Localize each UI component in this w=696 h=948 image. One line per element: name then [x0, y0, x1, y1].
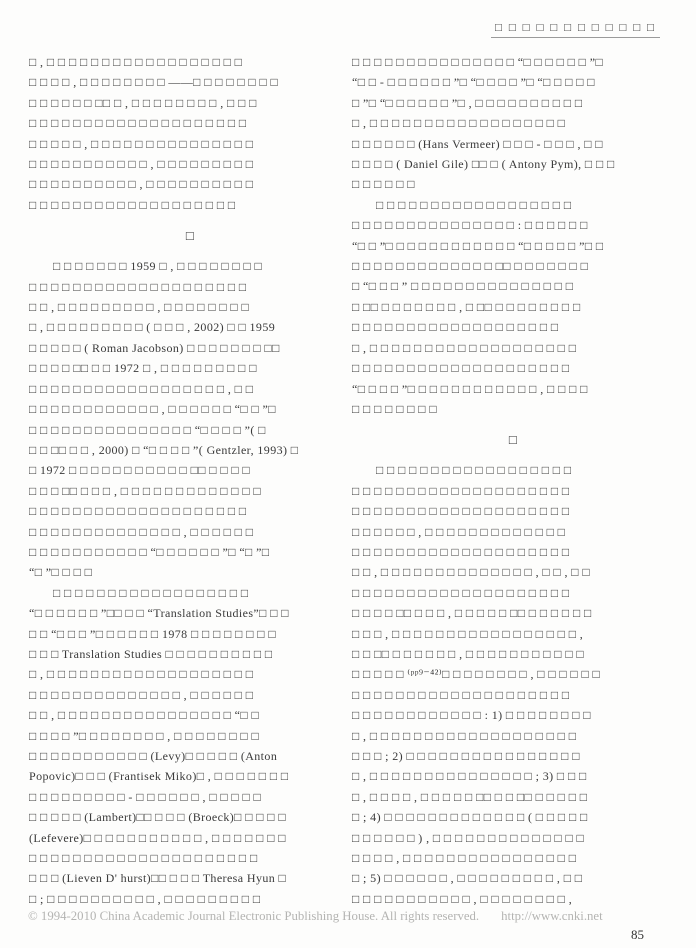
text-line: □ □ □ □ □ □ □ □ □ □ □ □ □ □ □ □ □ □ □ □	[352, 687, 570, 702]
text-line: □ □ □ (Lieven D' hurst)□□ □ □ □ Theresa Hyun □	[29, 871, 287, 886]
left-column	[29, 52, 351, 909]
text-line: □ □ □ □ □ □ □ □ □ □ □ , □ □ □ □ □ □ □ □ □	[29, 157, 254, 172]
text-line: □ □ □ □ □ □ (Hans Vermeer) □ □ □ - □ □ □ , □ □	[352, 136, 603, 151]
text-line: □ ; □ □ □ □ □ □ □ □ □ □ , □ □ □ □ □ □ □ □ □	[29, 891, 261, 906]
page-number: 85	[631, 927, 644, 942]
text-line: □ □ □ □ □ (Lambert)□□ □ □ □ (Broeck)□ □ □ □ □	[29, 810, 287, 825]
text-line: □ □ □ □ □ □ □ □ □ □ □ □ □ □ □ □ □ □ □ □	[29, 279, 247, 294]
text-line: □ □ □ □ □ □ □ □ □ □ □ □ □ □ □ □ □ □ □	[29, 197, 236, 212]
text-line: □ , □ □ □ □ □ □ □ □ □ □ □ □ □ □ □ ; 3) □ □ □	[352, 769, 587, 784]
text-line: □ □ □ □ □ □ □ □ □ □ □ □ □ □ □ □ □ □ □ □	[352, 544, 570, 559]
text-line: □ □ □ □ □ □ □ □ □ □ □ □ □ □ □ □ □ □ □ □	[352, 585, 570, 600]
text-line: □ □ □ □ □ □ □ □ □ □ □ , □ □ □ □ □ □ □ □ ,	[352, 891, 573, 906]
paragraph	[29, 583, 351, 910]
text-line: □ □ □ □ ”□ □ □ □ □ □ □ □ , □ □ □ □ □ □ □ □	[29, 728, 260, 743]
text-line: □ □ □ □ □ □ □ □ □ □ □ □ □ □ , □ □ □ □ □ □	[29, 524, 254, 539]
text-line: □ □ , □ □ □ □ □ □ □ □ □ □ □ □ □ □ □ □ “□ □	[29, 708, 260, 723]
text-line: □ ; 5) □ □ □ □ □ □ , □ □ □ □ □ □ □ □ □ , □ □	[352, 871, 583, 886]
text-line: □ □ □ , □ □ □ □ □ □ □ □ □ □ □ □ □ □ □ □ □ ,	[352, 626, 584, 641]
text-line: □ □ □ □ □ □ □ □ □ □ □ □ □ □ □ “□ □ □ □ ”( □	[29, 422, 266, 437]
text-line: □ □ □ □ , □ □ □ □ □ □ □ □ ——□ □ □ □ □ □ □ □	[29, 75, 279, 90]
text-line: □ □□ □ □ □ □ □ □ □ , □ □□ □ □ □ □ □ □ □ □	[352, 299, 581, 314]
text-line: □ □ □ □ □ ( Roman Jacobson) □ □ □ □ □ □ □ □□	[29, 340, 280, 355]
section-heading-1: □	[185, 227, 195, 243]
text-line: □ ; 4) □ □ □ □ □ □ □ □ □ □ □ □ □ ( □ □ □ □ □	[352, 810, 588, 825]
text-line: □ □ □ □ □ □ □ □ □ □ □ “□ □ □ □ □ □ ”□ “□ ”□	[29, 544, 270, 559]
copyright-text: © 1994-2010 China Academic Journal Electronic Publishing House. All rights reserved.	[28, 909, 480, 923]
paragraph	[352, 195, 674, 419]
text-line: □ □ □ □ □ □ □ □ □ □ □ □ □ □ □ □ □ □ □ □	[29, 504, 247, 519]
text-line: □ □ □ □ □ □ □ □ □ - □ □ □ □ □ □ , □ □ □ □ □	[29, 789, 262, 804]
text-line: □ □ □ □ □ □ □ □ □ □ □ □ □ □ □ □ □ □ □ □	[352, 361, 570, 376]
text-line: □ □ □ □ □ □ □ □ □ □ □ □ : 1) □ □ □ □ □ □ □ □	[352, 708, 591, 723]
text-line: □ □ □ □ □ □ □ □ □ □ □ (Levy)□ □ □ □ □ (Anton	[29, 749, 278, 763]
text-line: □ □ , □ □ □ □ □ □ □ □ □ □ □ □ □ □ , □ □ , □ □	[352, 565, 590, 580]
text-line: “□ □ - □ □ □ □ □ □ ”□ “□ □ □ □ ”□ “□ □ □ □ □	[352, 75, 595, 90]
text-line: □ □ □ □ □ □ □ □ □ □ □ □ □ □□ □ □ □ □ □ □ □	[352, 259, 589, 274]
text-line: □ □ □ □ ( Daniel Gile) □□ □ ( Antony Pym), □ □ □	[352, 157, 615, 172]
text-line: □ □ □ □□ □ □ □ , □ □ □ □ □ □ □ □ □ □ □ □ □	[29, 483, 262, 498]
text-line: □ □ □ ; 2) □ □ □ □ □ □ □ □ □ □ □ □ □ □ □ □	[352, 749, 580, 763]
paragraph	[29, 256, 351, 583]
text-line: □ □ □ □ , □ □ □ □ □ □ □ □ □ □ □ □ □ □ □ □	[352, 851, 577, 866]
text-line: “□ □ □ □ □ □ ”□□ □ □ “Translation Studies”□ □ □	[29, 606, 289, 621]
text-line: □ , □ □ □ □ □ □ □ □ □ □ □ □ □ □ □ □ □ □ □	[29, 667, 254, 682]
text-line: □ □ □ □ □ , □ □ □ □ □ □ □ □ □ □ □ □ □ □ □	[29, 136, 254, 151]
text-line: □ □ □ □ □ □ □ □ □ □ □ □ □ □ □ □ □ □ □ □	[352, 504, 570, 519]
copyright-footer	[28, 909, 678, 924]
text-line: □ □ □ □ □ □ □ □ □ □ □ □ □ □ □ □ □ □	[376, 463, 572, 478]
text-line: □ □ □ □ □ □ □ □ □ □ □ □ □ □ , □ □ □ □ □ □	[29, 687, 254, 702]
text-line: □ □ □ □ □ □ □ □ □ □ □ □ □ □ □ “□ □ □ □ □ □ ”□	[352, 55, 604, 69]
right-column	[352, 52, 674, 909]
running-header: □ □ □ □ □ □ □ □ □ □ □ □	[491, 22, 660, 38]
section-heading-2: □	[508, 431, 518, 447]
text-line: Popovic)□ □ □ (Frantisek Miko)□ , □ □ □ □ □ □ □	[29, 769, 289, 784]
text-line: □ □ □ □ □ □ □ □ □ □ □ □ □ □ □ □ □ □ □ □	[29, 116, 247, 131]
text-line: □ □ □ □ □ □ □ □	[352, 401, 437, 416]
text-line: □ □ □□ □ □ □ □ □ □ , □ □ □ □ □ □ □ □ □ □ □	[352, 646, 585, 661]
text-line: (Lefevere)□ □ □ □ □ □ □ □ □ □ □ , □ □ □ □ □ □ □	[29, 830, 286, 845]
text-line: “□ □ ”□ □ □ □ □ □ □ □ □ □ □ □ “□ □ □ □ □ ”□ □	[352, 238, 604, 253]
text-line: □ □ □ □ □ □ □ □ □ □ □ □ , □ □ □ □ □ □ “□ □ ”□	[29, 402, 276, 417]
text-line: □ □ “□ □ □ ”□ □ □ □ □ □ 1978 □ □ □ □ □ □ □ □	[29, 626, 276, 641]
text-line: □ □ , □ □ □ □ □ □ □ □ □ , □ □ □ □ □ □ □ □	[29, 300, 250, 315]
text-line: □ □ □ □ □ □ □□ □ , □ □ □ □ □ □ □ □ , □ □ □	[29, 95, 257, 110]
text-line: □ □ □ □ □ □ □ □ □ □ □ □ □ □ □ □ □ □ □ □ □	[29, 851, 258, 866]
paragraph-continuation	[29, 52, 351, 215]
text-line: □ □ □ □ □ □ □ □ □ □ □ □ □ □ □ □ □ □	[53, 585, 249, 600]
text-line: □ , □ □ □ □ □ □ □ □ □ □ □ □ □ □ □ □ □ □ □	[352, 340, 577, 355]
text-line: □ “□ □ □ ” □ □ □ □ □ □ □ □ □ □ □ □ □ □ □	[352, 279, 574, 294]
text-line: □ □ □ □ □ □ □ □ □ □ □ □ □ □ □ □ □ □	[376, 197, 572, 212]
paragraph	[352, 460, 674, 909]
text-line: □ □ □ □ □ □ □ □ □ □ , □ □ □ □ □ □ □ □ □ □	[29, 177, 254, 192]
text-line: □ , □ □ □ □ □ □ □ □ □ □ □ □ □ □ □ □ □ □	[352, 116, 566, 131]
text-line: □ □ □ □ □ □ □ □ □ □ □ □ □ □ □ : □ □ □ □ □ □	[352, 218, 588, 233]
text-line: □ □ □ □ □ □ □ 1959 □ , □ □ □ □ □ □ □ □	[53, 259, 263, 274]
text-line: □ □ □ □ □ □ □ □ □ □ □ □ □ □ □ □ □ □ □ □	[352, 483, 570, 498]
text-line: □ , □ □ □ □ □ □ □ □ □ ( □ □ □ , 2002) □ □ 1959	[29, 320, 276, 335]
text-line: □ , □ □ □ □ , □ □ □ □ □ □□ □ □ □□ □ □ □ □ □	[352, 789, 588, 804]
paragraph-continuation	[352, 52, 674, 195]
text-line: □ □ □ □ □ □ , □ □ □ □ □ □ □ □ □ □ □ □ □	[352, 524, 566, 539]
text-line: □ □ □ □ □□ □ □ □ , □ □ □ □ □ □□ □ □ □ □ □ □	[352, 606, 592, 621]
text-line: □ □ □ □ □ □	[352, 177, 415, 192]
text-line: □ ”□ “□ □ □ □ □ □ ”□ , □ □ □ □ □ □ □ □ □ □	[352, 95, 583, 110]
text-line: “□ □ □ □ ”□ □ □ □ □ □ □ □ □ □ □ □ , □ □ □ □	[352, 381, 588, 396]
text-line: □ □ □ □ □ □ □ □ □ □ □ □ □ □ □ □ □ □ □	[352, 320, 559, 335]
text-line: □ □ □ Translation Studies □ □ □ □ □ □ □ □ □ □	[29, 646, 273, 661]
text-line: □ □ □ □ □ □ ) , □ □ □ □ □ □ □ □ □ □ □ □ □ □	[352, 830, 585, 845]
text-line: □ 1972 □ □ □ □ □ □ □ □ □ □ □ □□ □ □ □ □	[29, 463, 251, 478]
text-line: “□ ”□ □ □ □	[29, 565, 93, 580]
text-line: □ □ □ □ □□ □ □ 1972 □ , □ □ □ □ □ □ □ □ □	[29, 361, 257, 376]
text-line: □ □ □ □ □ □ □ □ □ □ □ □ □ □ □ □ □ □ , □ □	[29, 381, 254, 396]
cnki-url: http://www.cnki.net	[501, 909, 603, 923]
text-line: □ , □ □ □ □ □ □ □ □ □ □ □ □ □ □ □ □ □ □ □	[352, 728, 577, 743]
text-line: □ □ □□ □ □ , 2000) □ “□ □ □ □ ”( Gentzler, 1993) □	[29, 442, 299, 457]
text-line: □ , □ □ □ □ □ □ □ □ □ □ □ □ □ □ □ □ □ □	[29, 55, 243, 69]
text-line: □ □ □ □ □ ⁽ᵖᵖ⁹⁻⁴²⁾□ □ □ □ □ □ □ □ , □ □ □ □ □ □	[352, 667, 601, 682]
